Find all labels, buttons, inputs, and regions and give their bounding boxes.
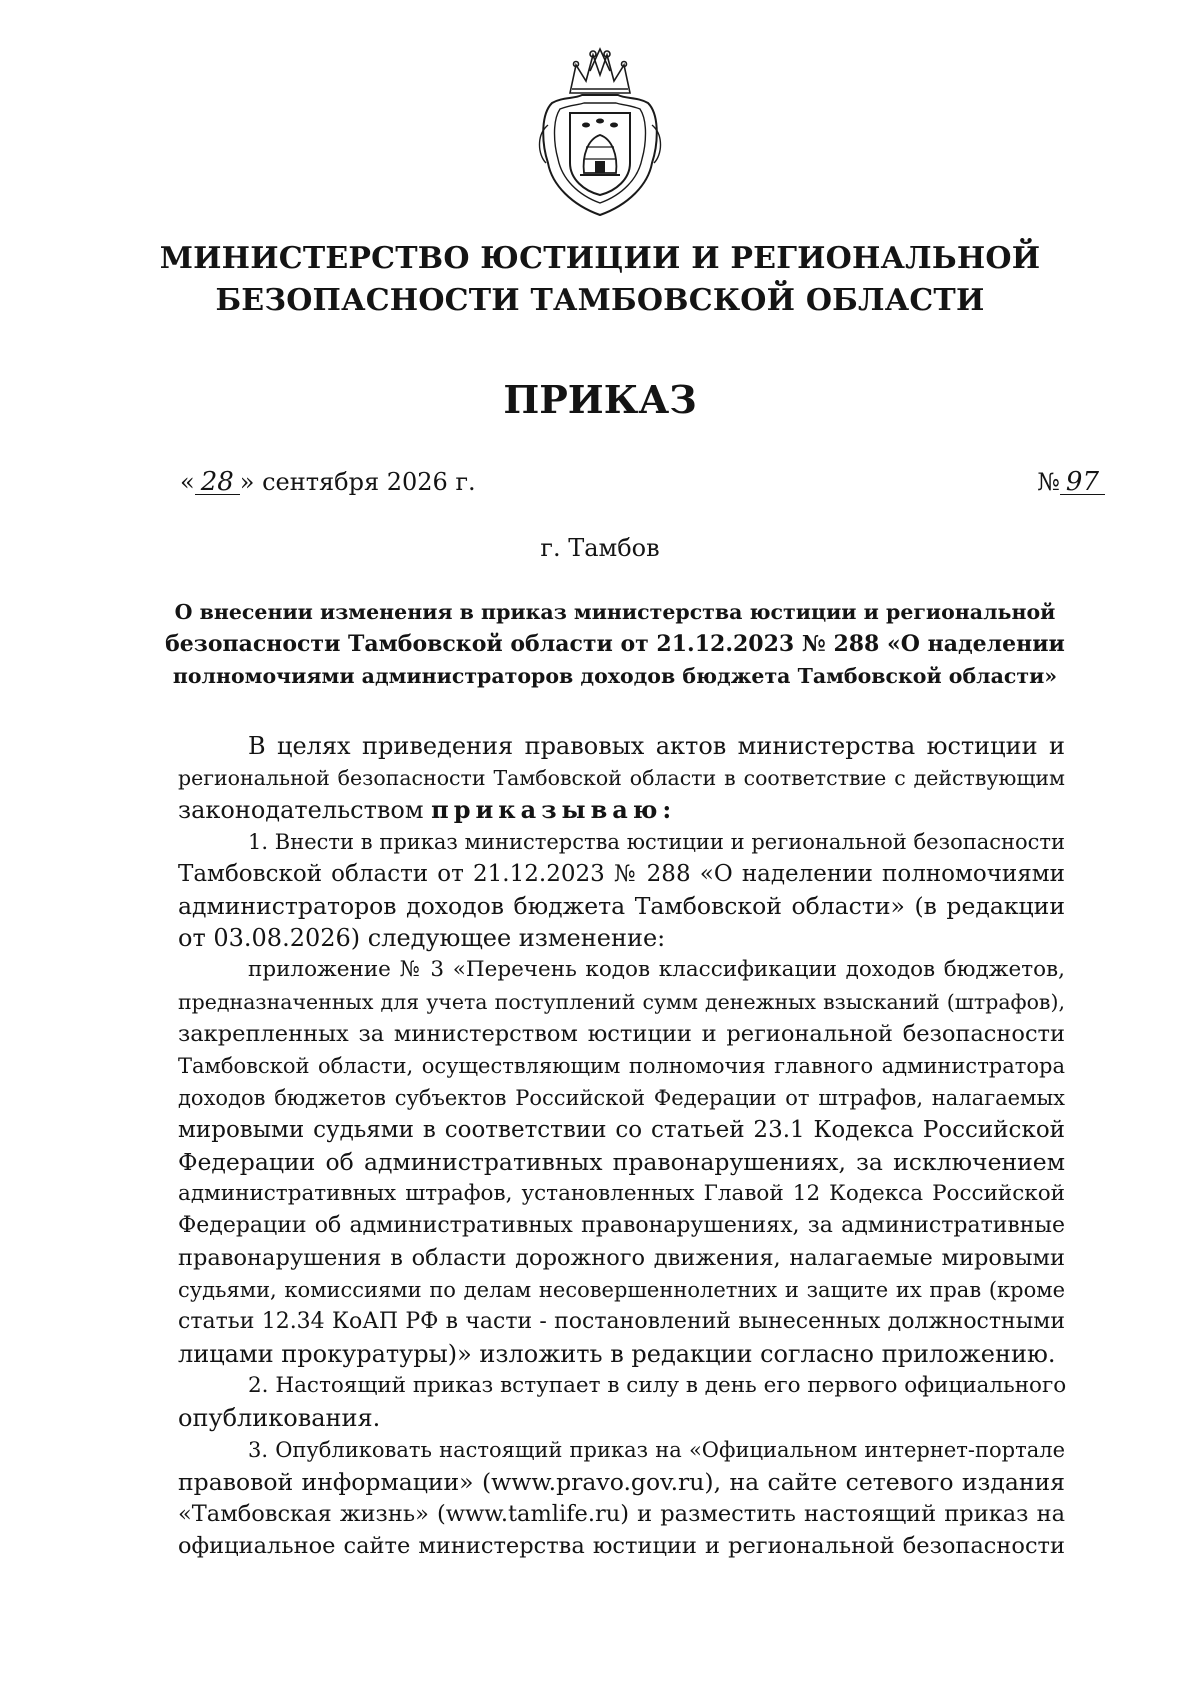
document-city: г. Тамбов — [540, 534, 660, 562]
document-number — [1037, 466, 1105, 498]
body-line-order-word — [178, 794, 1065, 826]
number-handwritten: 97 — [1060, 470, 1105, 495]
document-type-title: ПРИКАЗ — [503, 377, 697, 422]
body-line: закрепленных за министерством юстиции и региональной безопасности — [178, 1021, 1065, 1047]
body-line: доходов бюджетов субъектов Российской Федерации от штрафов, налагаемых — [178, 1086, 1065, 1110]
ministry-name-line2: БЕЗОПАСНОСТИ ТАМБОВСКОЙ ОБЛАСТИ — [215, 283, 985, 318]
document-date — [180, 466, 476, 498]
body-line: Федерации об административных правонарушениях, за исключением — [178, 1148, 1065, 1176]
body-line: мировыми судьями в соответствии со статьей 23.1 Кодекса Российской — [178, 1117, 1065, 1143]
date-open-quote: « — [180, 468, 195, 496]
document-subject — [165, 596, 1065, 692]
body-line: правовой информации» (www.pravo.gov.ru), на сайте сетевого издания — [178, 1468, 1065, 1496]
body-line: правонарушения в области дорожного движения, налагаемые мировыми — [178, 1245, 1065, 1271]
date-close-quote: » — [239, 468, 255, 496]
subject-line: О внесении изменения в приказ министерства юстиции и региональной — [174, 600, 1056, 624]
order-keyword-colon: : — [662, 795, 677, 824]
body-line: опубликования. — [178, 1404, 381, 1432]
date-month-year: сентября 2026 г. — [254, 468, 476, 496]
body-line: 3. Опубликовать настоящий приказ на «Официальном интернет-портале — [248, 1438, 1065, 1462]
body-line: администраторов доходов бюджета Тамбовской области» (в редакции — [178, 892, 1065, 920]
subject-line: безопасности Тамбовской области от 21.12.2023 № 288 «О наделении — [165, 631, 1065, 657]
number-prefix: № — [1037, 468, 1060, 496]
ministry-name — [150, 238, 1050, 322]
tambov-coat-of-arms-icon — [530, 45, 670, 220]
order-keyword: приказываю — [431, 795, 663, 824]
body-line: административных штрафов, установленных Главой 12 Кодекса Российской — [178, 1181, 1065, 1206]
body-line: региональной безопасности Тамбовской области в соответствие с действующим — [178, 766, 1065, 790]
body-line: приложение № 3 «Перечень кодов классификации доходов бюджетов, — [248, 957, 1065, 982]
subject-line: полномочиями администраторов доходов бюджета Тамбовской области» — [172, 664, 1058, 688]
body-line: статьи 12.34 КоАП РФ в части - постановлений вынесенных должностными — [178, 1309, 1065, 1334]
body-text-fragment: законодательством — [178, 796, 432, 824]
body-line: Тамбовской области, осуществляющим полномочия главного администратора — [178, 1054, 1065, 1078]
body-line: предназначенных для учета поступлений сумм денежных взысканий (штрафов), — [178, 990, 1065, 1014]
ministry-name-line1: МИНИСТЕРСТВО ЮСТИЦИИ И РЕГИОНАЛЬНОЙ — [159, 241, 1041, 276]
body-line: Тамбовской области от 21.12.2023 № 288 «О наделении полномочиями — [178, 861, 1065, 887]
date-day-handwritten: 28 — [195, 470, 240, 495]
body-line: Федерации об административных правонарушениях, за административные — [178, 1213, 1065, 1238]
body-line: от 03.08.2026) следующее изменение: — [178, 924, 666, 952]
body-line: судьями, комиссиями по делам несовершеннолетних и защите их прав (кроме — [178, 1278, 1065, 1302]
document-body — [178, 730, 1065, 1562]
body-line: лицами прокуратуры)» изложить в редакции согласно приложению. — [178, 1340, 1056, 1368]
body-line: 1. Внести в приказ министерства юстиции и региональной безопасности — [248, 830, 1065, 854]
body-line: 2. Настоящий приказ вступает в силу в день его первого официального — [248, 1373, 1067, 1398]
body-line: «Тамбовская жизнь» (www.tamlife.ru) и разместить настоящий приказ на — [178, 1501, 1065, 1527]
body-line: В целях приведения правовых актов министерства юстиции и — [248, 732, 1065, 760]
body-line: официальное сайте министерства юстиции и региональной безопасности — [178, 1533, 1065, 1559]
